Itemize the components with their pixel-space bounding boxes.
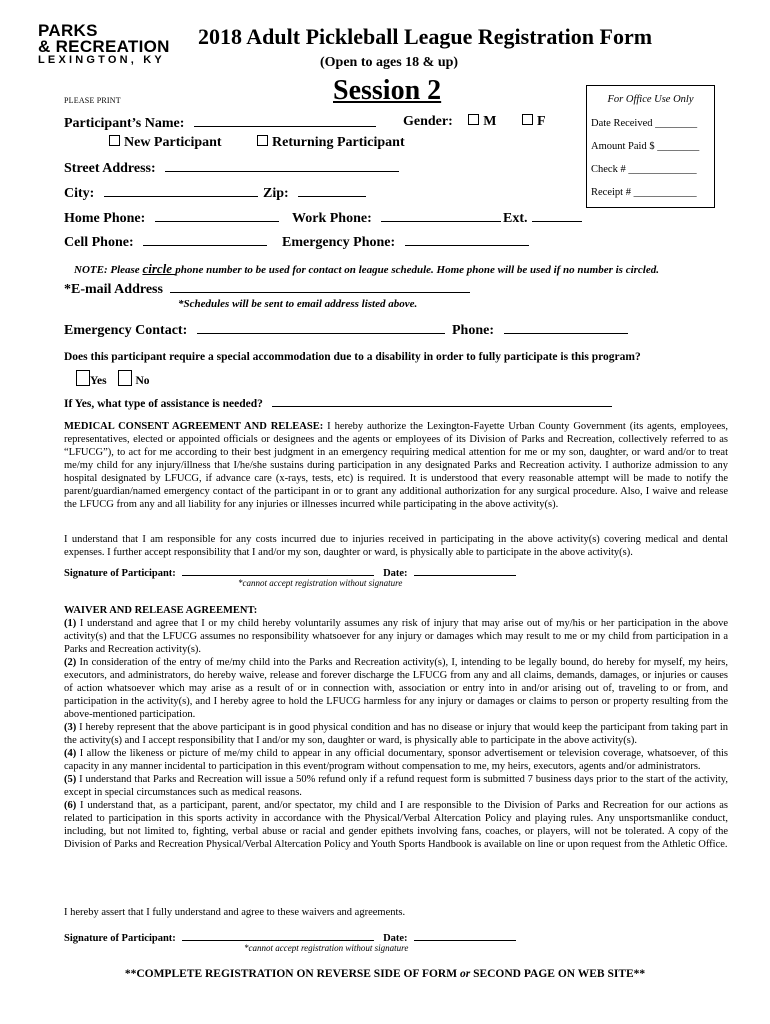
signature-note-1: *cannot accept registration without signature bbox=[238, 578, 403, 588]
contact-phone-row bbox=[452, 321, 628, 339]
footer-or: or bbox=[459, 968, 471, 980]
medical-consent-heading: MEDICAL CONSENT AGREEMENT AND RELEASE: bbox=[64, 421, 324, 432]
footer-text-after: SECOND PAGE ON WEB SITE** bbox=[470, 968, 646, 980]
returning-participant-label: Returning Participant bbox=[272, 135, 405, 150]
medical-understand-paragraph: I understand that I am responsible for any costs incurred due to injuries received in participating in the above activity(s) covering medical and dental expenses. I further accept responsibility that I and/or my son, daughter or ward, is physically able to participate in the above activity(s). bbox=[64, 534, 728, 558]
office-date-received: Date Received ________ bbox=[591, 118, 698, 129]
gender-f-checkbox[interactable] bbox=[522, 114, 533, 125]
waiver-item-3 bbox=[64, 721, 728, 747]
note-circle-word: circle bbox=[142, 261, 176, 276]
work-phone-row bbox=[292, 209, 501, 227]
waiver-item-5 bbox=[64, 773, 728, 799]
waiver-item-3-num: (3) bbox=[64, 722, 77, 733]
street-field[interactable] bbox=[165, 159, 399, 172]
zip-label: Zip: bbox=[263, 186, 289, 201]
medical-consent-body: I hereby authorize the Lexington-Fayette Urban County Government (its agents, employees, representatives, elected or appointed officials or designees and the agents or employees of its Division of Parks and Recreation, collectively referred to as “LFUCG”), to act for me according to their best judgment in an emergency requiring medical attention for me or my son, daughter, or ward and/or to treat me/my child for any injury/illness that I/he/she sustains during participation in any designated Parks and Recreation activity. I authorize admission to any hospital designated by LFUCG, if advance care (x-rays, tests, etc) is required. It is understood that every reasonable attempt will be made to notify the parent/guardian/named emergency contact of the participant in or to grant any additional authorization for any surgical procedure. Also, I waive and release the LFUCG from any and all liability for any injuries or illnesses incurred while participating in the above activity(s). bbox=[64, 421, 728, 510]
emergency-contact-label: Emergency Contact: bbox=[64, 323, 188, 338]
email-label: *E-mail Address bbox=[64, 282, 163, 297]
date-field-1[interactable] bbox=[414, 565, 516, 576]
emergency-contact-row bbox=[64, 321, 445, 339]
phone-note bbox=[74, 261, 659, 277]
signature-row-2 bbox=[64, 930, 516, 944]
office-title: For Office Use Only bbox=[607, 94, 694, 105]
work-phone-field[interactable] bbox=[381, 209, 501, 222]
accommodation-options bbox=[76, 370, 150, 387]
home-phone-row bbox=[64, 209, 279, 227]
assistance-row bbox=[64, 396, 612, 410]
ext-label: Ext. bbox=[503, 211, 528, 226]
waiver-item-5-text: I understand that Parks and Recreation will issue a 50% refund only if a refund request form is submitted 7 business days prior to the start of the activity, except in special circumstances such as medical reasons. bbox=[64, 774, 728, 798]
city-row bbox=[64, 184, 258, 202]
signature-label-2: Signature of Participant: bbox=[64, 933, 176, 944]
street-row bbox=[64, 159, 399, 177]
contact-phone-label: Phone: bbox=[452, 323, 494, 338]
accommodation-no-checkbox[interactable] bbox=[118, 370, 132, 386]
emergency-phone-row bbox=[282, 233, 529, 251]
assistance-field[interactable] bbox=[272, 396, 612, 407]
home-phone-field[interactable] bbox=[155, 209, 279, 222]
office-use-box bbox=[586, 85, 715, 208]
date-label-1: Date: bbox=[383, 568, 408, 579]
cell-phone-row bbox=[64, 233, 267, 251]
logo-parks: PARKS bbox=[38, 21, 98, 40]
waiver-item-4-text: I allow the likeness or picture of me/my child to appear in any official documentary, sponsor advertisement or television coverage, whatsoever, of this capacity in any manner incidental to participation in this event/program without compensation to me, my heirs, executors, agents and/or administrators. bbox=[64, 748, 728, 772]
waiver-item-6 bbox=[64, 799, 728, 851]
waiver-assert: I hereby assert that I fully understand and agree to these waivers and agreements. bbox=[64, 907, 406, 918]
returning-participant-option[interactable] bbox=[257, 135, 405, 151]
waiver-item-1 bbox=[64, 617, 728, 656]
form-subtitle: (Open to ages 18 & up) bbox=[320, 55, 459, 70]
new-participant-checkbox[interactable] bbox=[109, 135, 120, 146]
signature-field-2[interactable] bbox=[182, 930, 374, 941]
date-label-2: Date: bbox=[383, 933, 408, 944]
home-phone-label: Home Phone: bbox=[64, 211, 146, 226]
contact-phone-field[interactable] bbox=[504, 321, 628, 334]
assistance-label: If Yes, what type of assistance is needed? bbox=[64, 398, 263, 410]
signature-label-1: Signature of Participant: bbox=[64, 568, 176, 579]
date-field-2[interactable] bbox=[414, 930, 516, 941]
please-print: PLEASE PRINT bbox=[64, 96, 121, 105]
accommodation-question: Does this participant require a special accommodation due to a disability in order to fully participate is this program? bbox=[64, 351, 641, 363]
new-participant-label: New Participant bbox=[124, 135, 222, 150]
gender-label: Gender: bbox=[403, 114, 453, 129]
waiver-heading: WAIVER AND RELEASE AGREEMENT: bbox=[64, 605, 258, 616]
note-text-before: NOTE: Please bbox=[74, 264, 143, 276]
accommodation-yes-checkbox[interactable] bbox=[76, 370, 90, 386]
emergency-contact-field[interactable] bbox=[197, 321, 445, 334]
street-label: Street Address: bbox=[64, 161, 156, 176]
gender-m-label: M bbox=[483, 114, 497, 129]
participant-name-label: Participant’s Name: bbox=[64, 116, 185, 131]
office-amount-paid: Amount Paid $ ________ bbox=[591, 141, 700, 152]
waiver-item-5-num: (5) bbox=[64, 774, 77, 785]
waiver-item-6-text: I understand that, as a participant, parent, and/or spectator, my child and I are responsible to the Division of Parks and Recreation for our actions as related to participation in this sports activity in accordance with the Physical/Verbal Altercation Policy and playing rules. Any unsportsmanlike conduct, including, but not limited to, fighting, verbal abuse or racial and gender epithets involving fans, coaches, or players, will not be tolerated. A copy of the Division of Parks and Recreation Physical/Verbal Altercation Policy and Youth Sports Handbook is available on line or upon request from the Athletic Office. bbox=[64, 800, 728, 850]
returning-participant-checkbox[interactable] bbox=[257, 135, 268, 146]
waiver-section bbox=[64, 604, 728, 851]
footer-text-before: **COMPLETE REGISTRATION ON REVERSE SIDE OF FORM bbox=[124, 968, 460, 980]
email-note: *Schedules will be sent to email address listed above. bbox=[178, 298, 418, 310]
email-field[interactable] bbox=[170, 280, 470, 293]
accommodation-yes-label: Yes bbox=[90, 375, 107, 387]
email-row bbox=[64, 280, 470, 298]
note-text-after: phone number to be used for contact on league schedule. Home phone will be used if no number is circled. bbox=[175, 264, 659, 276]
city-field[interactable] bbox=[104, 184, 258, 197]
participant-name-field[interactable] bbox=[194, 114, 376, 127]
signature-row-1 bbox=[64, 565, 516, 579]
waiver-item-1-text: I understand and agree that I or my child hereby voluntarily assumes any risk of injury that may arise out of my/his or her participation in the above activity(s) and that the LFUCG assumes no responsibility whatsoever for any injury or damages which may result to me or my child from participation in a Parks and Recreation activity(s). bbox=[64, 618, 728, 655]
medical-consent-paragraph bbox=[64, 420, 728, 511]
participant-name-row bbox=[64, 114, 376, 132]
emergency-phone-field[interactable] bbox=[405, 233, 529, 246]
gender-f-label: F bbox=[536, 114, 546, 129]
waiver-item-2-text: In consideration of the entry of me/my child into the Parks and Recreation activity(s), I, intending to be legally bound, do hereby for myself, my heirs, executors, and administrators, do hereby waive, release and forever discharge the LFUCG from any and all claims, demands, damages, or injuries or causes of action whatsoever which may arise as a result of or in connection with, association or entry into in and/or arising out of, traveling to or from, and participation in the activity(s), and I hereby agree to hold the LFUCG harmless for any injury or damages or claims to person or property resulting from the above-mentioned participation. bbox=[64, 657, 728, 720]
session-label: Session 2 bbox=[333, 75, 442, 106]
gender-row bbox=[403, 114, 546, 130]
cell-phone-label: Cell Phone: bbox=[64, 235, 134, 250]
waiver-item-3-text: I hereby represent that the above participant is in good physical condition and has no disease or injury that would keep the participant from taking part in the activity(s) and I accept responsibility that I and/or my son, daughter or ward, is physically able to participate in the above activity(s). bbox=[64, 722, 728, 746]
waiver-item-4 bbox=[64, 747, 728, 773]
gender-m-checkbox[interactable] bbox=[468, 114, 479, 125]
office-check: Check # _____________ bbox=[591, 164, 697, 175]
footer-note bbox=[0, 968, 770, 980]
waiver-item-2 bbox=[64, 656, 728, 721]
signature-field-1[interactable] bbox=[182, 565, 374, 576]
waiver-item-2-num: (2) bbox=[64, 657, 77, 668]
zip-field[interactable] bbox=[298, 184, 366, 197]
emergency-phone-label: Emergency Phone: bbox=[282, 235, 396, 250]
ext-row bbox=[503, 209, 582, 227]
signature-note-2: *cannot accept registration without signature bbox=[244, 943, 409, 953]
office-receipt: Receipt # ____________ bbox=[591, 187, 697, 198]
ext-field[interactable] bbox=[532, 209, 582, 222]
new-participant-option[interactable] bbox=[109, 135, 222, 151]
cell-phone-field[interactable] bbox=[143, 233, 267, 246]
accommodation-no-label: No bbox=[135, 375, 150, 387]
city-label: City: bbox=[64, 186, 95, 201]
logo-lexington: LEXINGTON, KY bbox=[38, 54, 165, 66]
form-title: 2018 Adult Pickleball League Registration Form bbox=[198, 24, 653, 49]
logo-recreation: & RECREATION bbox=[38, 37, 170, 56]
work-phone-label: Work Phone: bbox=[292, 211, 372, 226]
waiver-item-1-num: (1) bbox=[64, 618, 77, 629]
waiver-item-6-num: (6) bbox=[64, 800, 77, 811]
waiver-item-4-num: (4) bbox=[64, 748, 77, 759]
zip-row bbox=[263, 184, 366, 202]
